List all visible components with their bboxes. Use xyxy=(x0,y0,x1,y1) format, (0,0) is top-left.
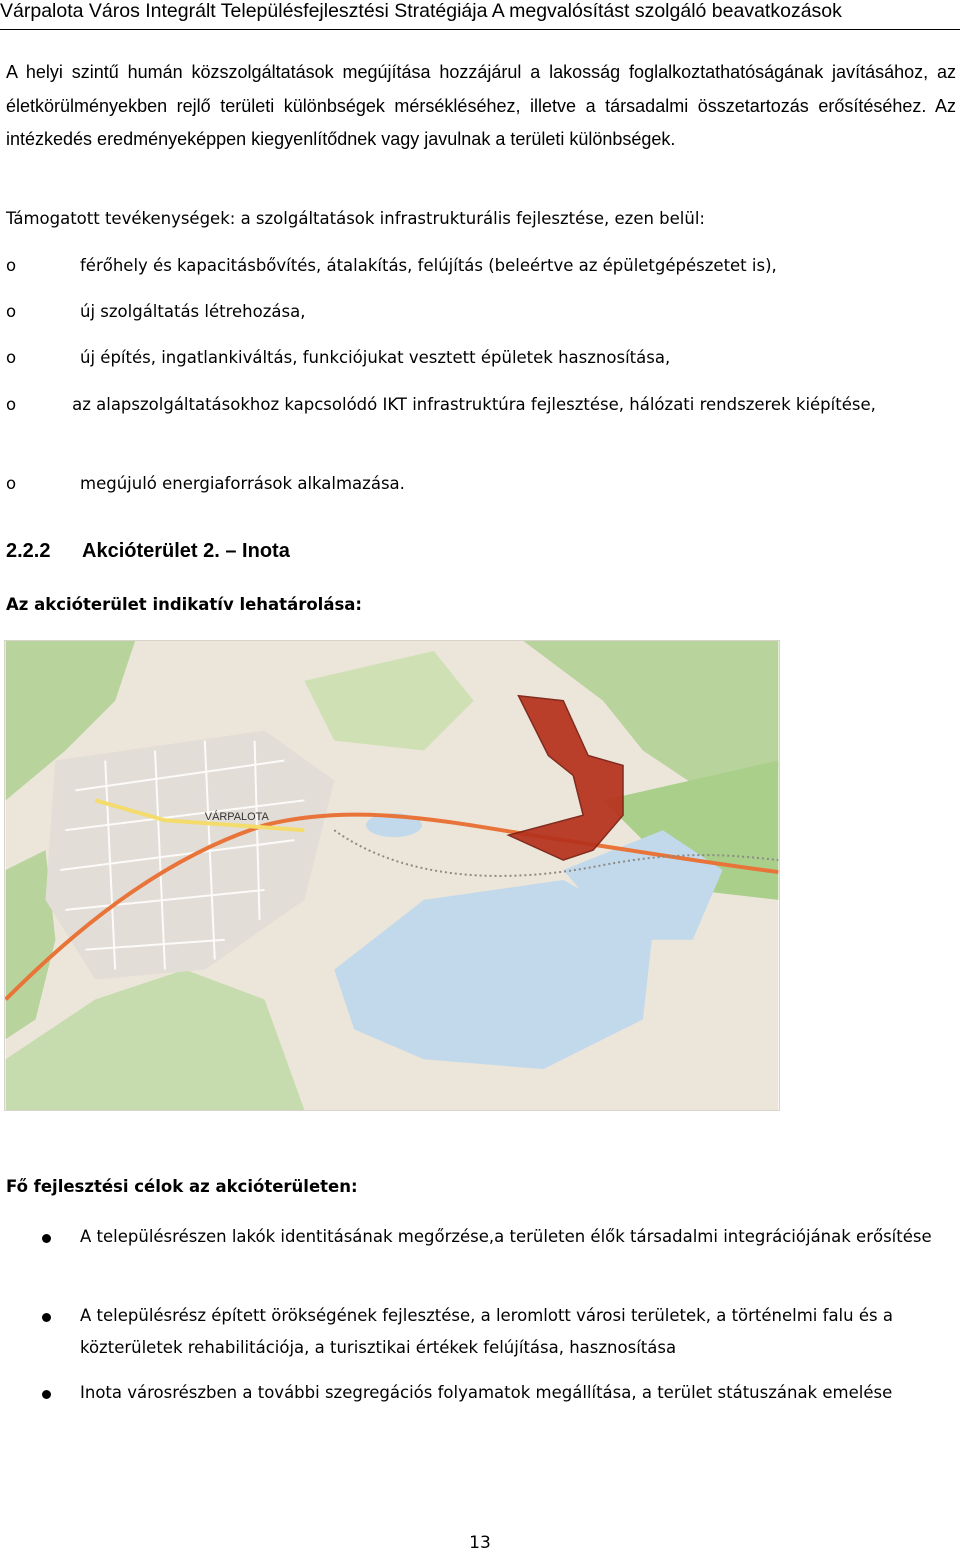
activity-item-wide xyxy=(6,389,956,421)
section-heading xyxy=(6,540,290,563)
list-bullet: o xyxy=(6,474,17,493)
activity-item-text: az alapszolgáltatásokhoz kapcsolódó IKT infrastruktúra fejlesztése, hálózati rendszerek kiépítése, xyxy=(72,395,876,414)
activities-lead: Támogatott tevékenységek: a szolgáltatások infrastrukturális fejlesztése, ezen belül: xyxy=(6,209,705,228)
activity-item: új építés, ingatlankiváltás, funkciójukat vesztett épületek hasznosítása, xyxy=(80,348,671,367)
bullet-dot xyxy=(42,1313,51,1322)
page-header: Várpalota Város Integrált Településfejlesztési Stratégiája A megvalósítást szolgáló beavatkozások xyxy=(0,0,842,22)
list-bullet: o xyxy=(6,348,17,367)
section-title: Akcióterület 2. – Inota xyxy=(82,540,290,562)
page-number: 13 xyxy=(469,1533,491,1553)
header-rule xyxy=(0,29,960,30)
section-number: 2.2.2 xyxy=(6,540,51,562)
activity-item: férőhely és kapacitásbővítés, átalakítás, felújítás (beleértve az épületgépészetet is), xyxy=(80,256,777,275)
list-bullet: o xyxy=(6,256,17,275)
goal-item: Inota városrészben a további szegregációs folyamatok megállítása, a terület státuszának emelése xyxy=(80,1383,893,1402)
town-label: VÁRPALOTA xyxy=(204,811,269,824)
intro-paragraph: A helyi szintű humán közszolgáltatások megújítása hozzájárul a lakosság foglalkoztathatóságának javításához, az életkörülményekben rejlő területi különbségek mérsékléséhez, illetve a társadalmi összetartozás erősítéséhez. Az intézkedés eredményeképpen kiegyenlítődnek vagy javulnak a területi különbségek. xyxy=(6,62,956,149)
action-area-map xyxy=(4,640,780,1111)
bullet-dot xyxy=(42,1390,51,1399)
activity-item: megújuló energiaforrások alkalmazása. xyxy=(80,474,405,493)
list-bullet: o xyxy=(6,395,17,414)
map-caption: Az akcióterület indikatív lehatárolása: xyxy=(6,595,363,614)
goal-item: A településrészen lakók identitásának megőrzése,a területen élők társadalmi integrációjának erősítése xyxy=(80,1227,932,1246)
list-bullet: o xyxy=(6,302,17,321)
bullet-dot xyxy=(42,1234,51,1243)
activity-item: új szolgáltatás létrehozása, xyxy=(80,302,306,321)
goals-title: Fő fejlesztési célok az akcióterületen: xyxy=(6,1177,358,1196)
goal-item: A településrész épített örökségének fejlesztése, a leromlott városi területek, a történelmi falu és a közterületek rehabilitációja, a turisztikai értékek felújítása, hasznosítása xyxy=(80,1306,893,1357)
